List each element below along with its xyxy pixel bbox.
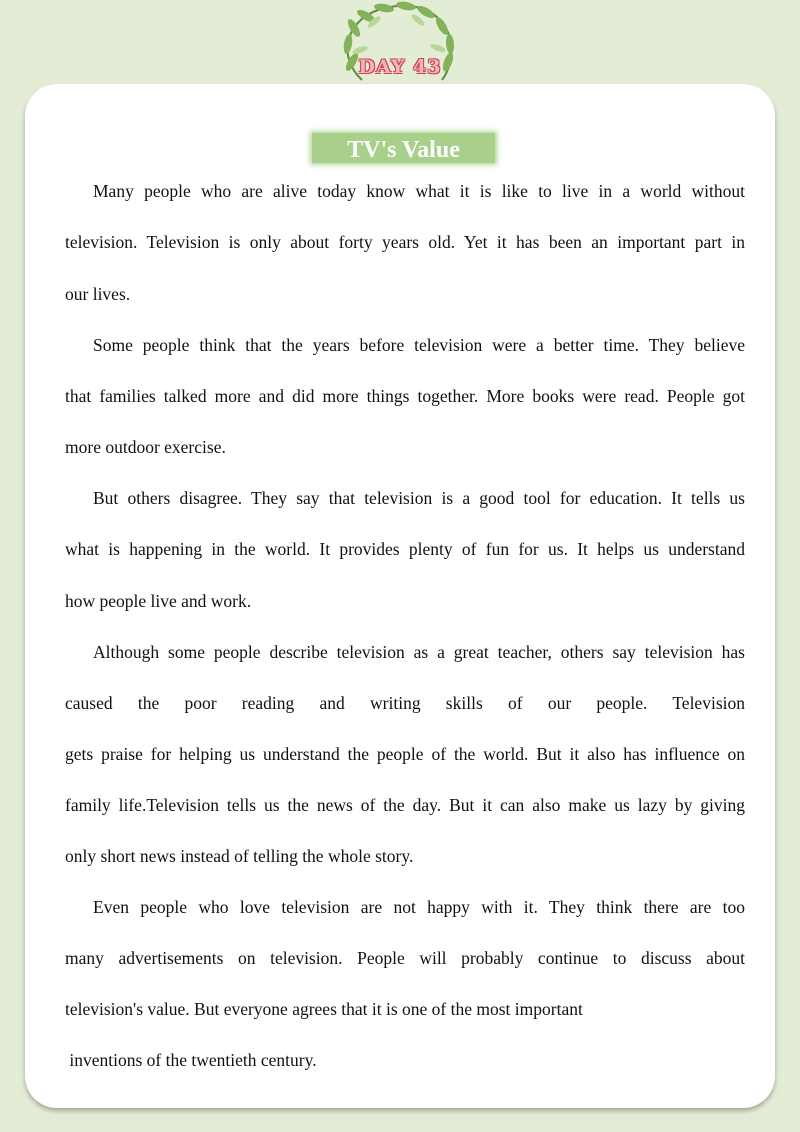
text-line: how people live and work.: [65, 591, 252, 611]
text-line: more outdoor exercise.: [65, 437, 226, 457]
text-line: caused the poor reading and writing skills of our people. Television: [65, 693, 745, 713]
text-line: gets praise for helping us understand the people of the world. But it also has influence on: [65, 744, 745, 764]
text-line: Many people who are alive today know what it is like to live in a world without: [93, 181, 745, 201]
text-line: our lives.: [65, 284, 131, 304]
article-title-box: [312, 133, 495, 163]
article-title: TV's Value: [347, 137, 460, 163]
text-line: Although some people describe television as a great teacher, others say television has: [93, 642, 745, 662]
text-line: that families talked more and did more things together. More books were read. People got: [65, 386, 745, 406]
text-line: Even people who love television are not happy with it. They think there are too: [93, 897, 745, 917]
text-line: only short news instead of telling the whole story.: [65, 846, 414, 866]
text-line: television's value. But everyone agrees that it is one of the most important: [65, 999, 583, 1019]
text-line: television. Television is only about forty years old. Yet it has been an important part in: [65, 232, 745, 252]
day-badge: DAY 43: [358, 56, 442, 78]
text-line: many advertisements on television. People will probably continue to discuss about: [65, 948, 745, 968]
text-line: inventions of the twentieth century.: [65, 1050, 317, 1070]
day-badge-wreath: [330, 0, 470, 88]
text-line: family life.Television tells us the news of the day. But it can also make us lazy by giving: [65, 795, 745, 815]
text-line: what is happening in the world. It provides plenty of fun for us. It helps us understand: [65, 539, 745, 559]
text-line: Some people think that the years before television were a better time. They believe: [93, 335, 745, 355]
text-line: But others disagree. They say that television is a good tool for education. It tells us: [93, 488, 745, 508]
